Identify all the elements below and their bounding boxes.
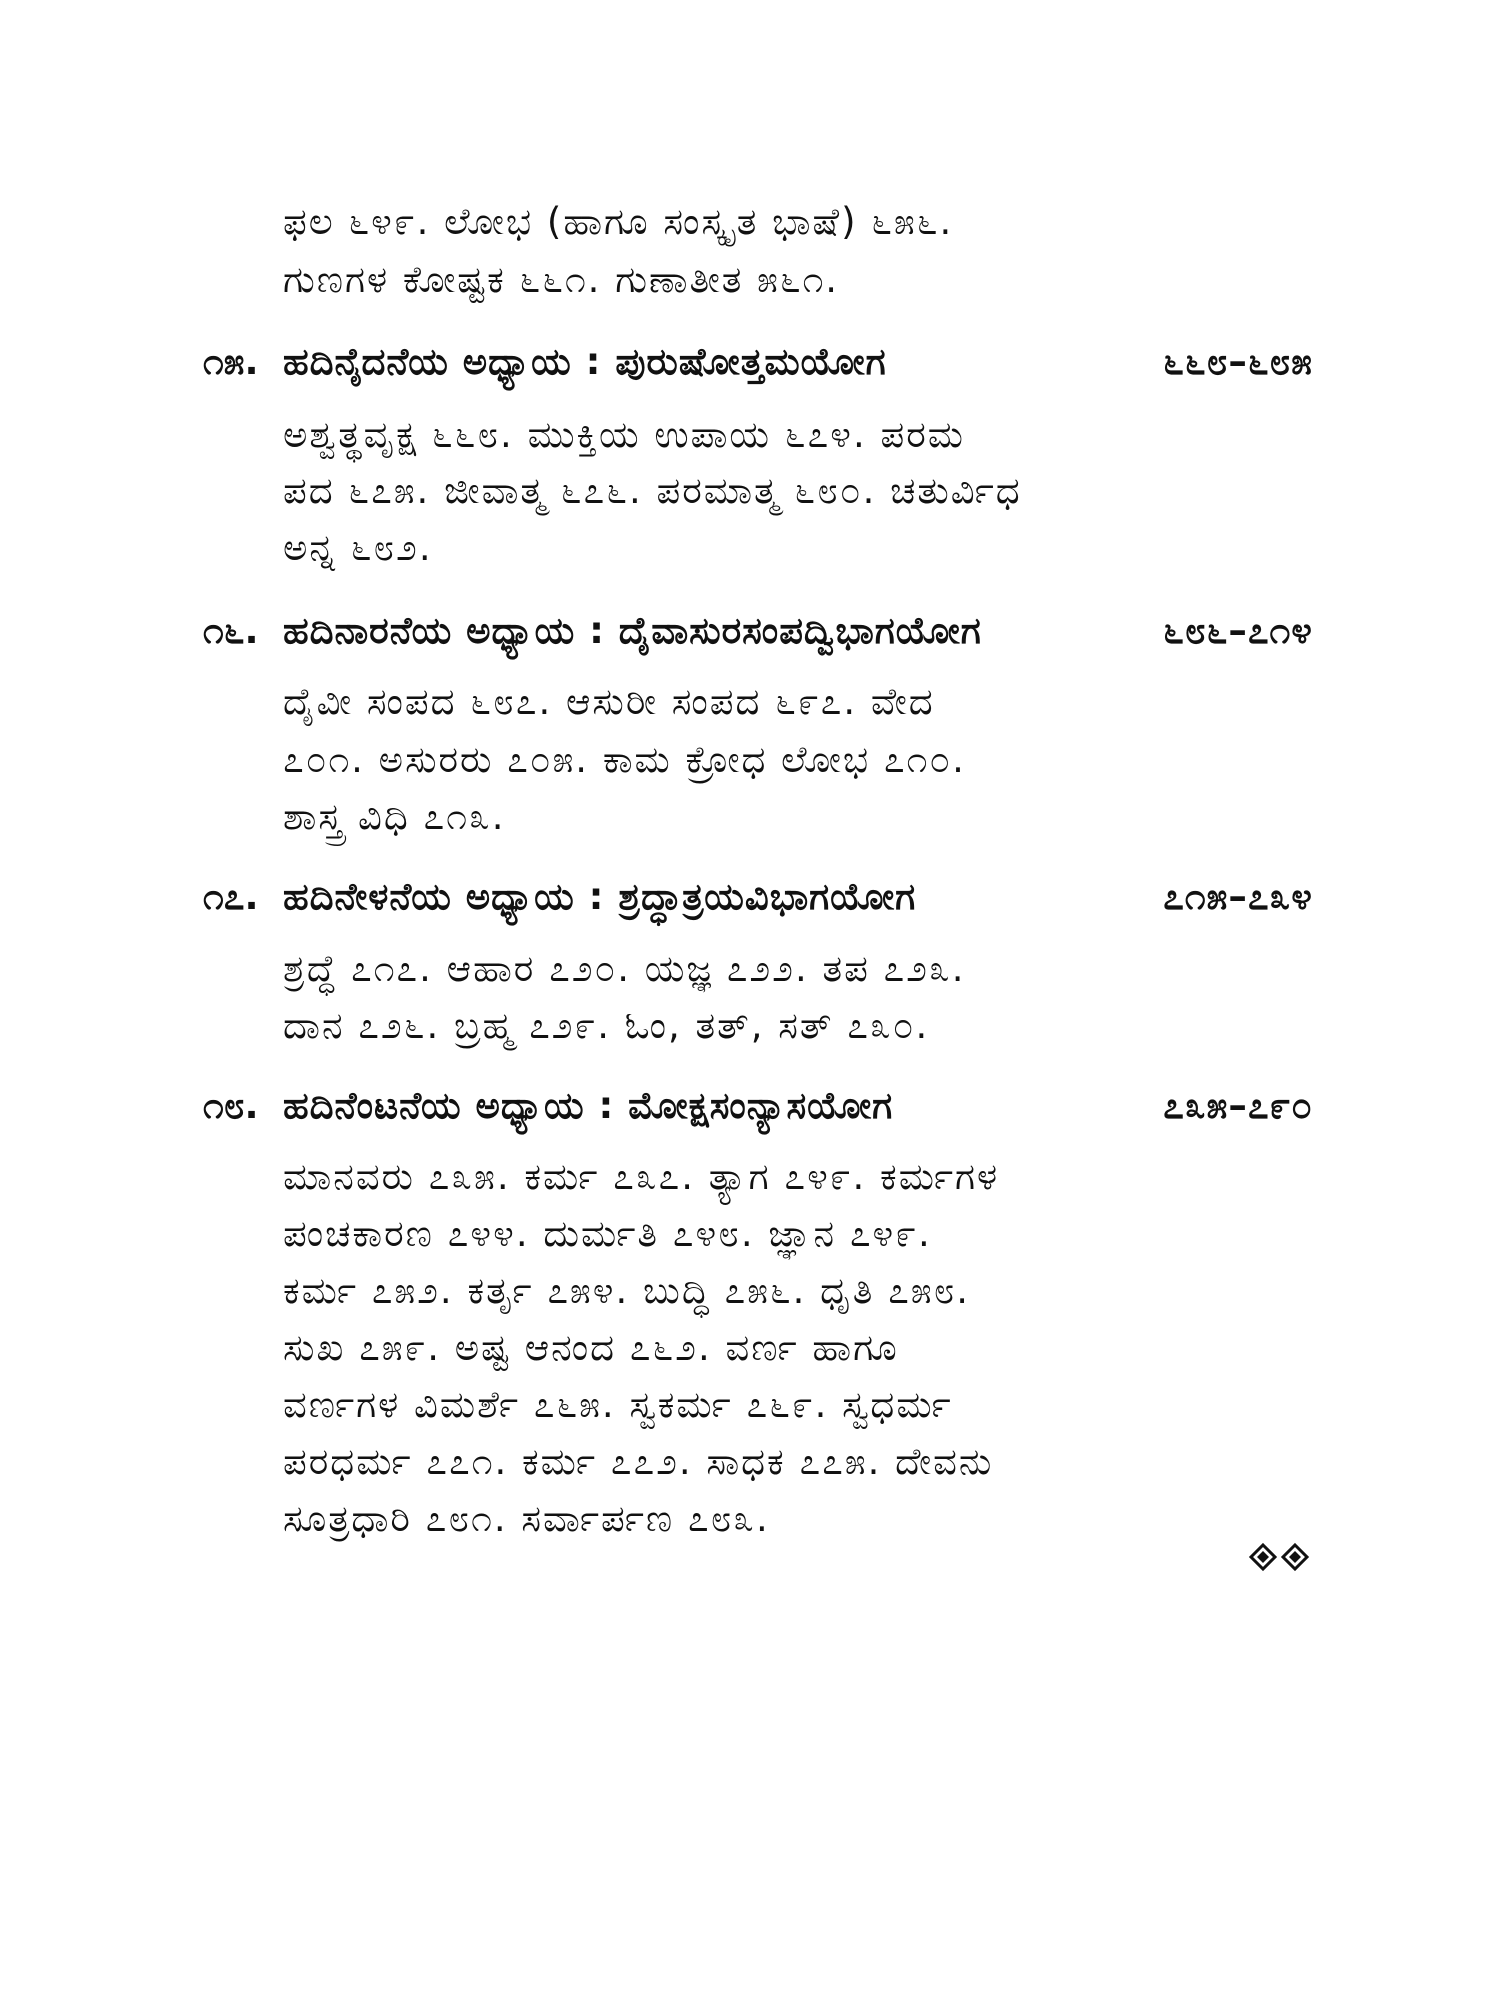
chapter-entry-line: ಕರ್ಮ ೭೫೨. ಕರ್ತೃ ೭೫೪. ಬುದ್ಧಿ ೭೫೬. ಧೃತಿ ೭೫೮. (283, 1269, 971, 1312)
chapter-number: ೧೫. (203, 340, 259, 383)
chapter-entry-line: ಸುಖ ೭೫೯. ಅಷ್ಟ ಆನಂದ ೭೬೨. ವರ್ಣ ಹಾಗೂ (283, 1326, 899, 1369)
intro-line: ಫಲ ೬೪೯. ಲೋಭ (ಹಾಗೂ ಸಂಸ್ಕೃತ ಭಾಷೆ) ೬೫೬. (283, 200, 954, 243)
chapter-entry-line: ಪದ ೬೭೫. ಜೀವಾತ್ಮ ೬೭೬. ಪರಮಾತ್ಮ ೬೮೦. ಚತುರ್ವಿಧ (283, 469, 1022, 512)
chapter-page-range: ೬೮೬–೭೧೪ (1163, 609, 1313, 652)
chapter-number: ೧೭. (203, 875, 259, 918)
intro-line: ಗುಣಗಳ ಕೋಷ್ಟಕ ೬೬೧. ಗುಣಾತೀತ ೫೬೧. (283, 258, 840, 301)
chapter-number: ೧೬. (203, 609, 259, 652)
chapter-entry-line: ಅನ್ನ ೬೮೨. (283, 526, 433, 569)
chapter-entry-line: ೭೦೧. ಅಸುರರು ೭೦೫. ಕಾಮ ಕ್ರೋಧ ಲೋಭ ೭೧೦. (283, 738, 966, 781)
chapter-heading (203, 872, 1313, 922)
chapter-page-range: ೭೩೫–೭೯೦ (1163, 1084, 1313, 1127)
chapter-title: ಹದಿನೆಂಟನೆಯ ಅಧ್ಯಾಯ : ಮೋಕ್ಷಸಂನ್ಯಾಸಯೋಗ (283, 1084, 894, 1127)
chapter-entry-line: ಶಾಸ್ತ್ರ ವಿಧಿ ೭೧೩. (283, 795, 506, 838)
chapter-heading (203, 606, 1313, 656)
chapter-entry-line: ಅಶ್ವತ್ಥವೃಕ್ಷ ೬೬೮. ಮುಕ್ತಿಯ ಉಪಾಯ ೬೭೪. ಪರಮ (283, 413, 965, 456)
chapter-entry-line: ಪಂಚಕಾರಣ ೭೪೪. ದುರ್ಮತಿ ೭೪೮. ಜ್ಞಾನ ೭೪೯. (283, 1212, 932, 1255)
chapter-page-range: ೬೬೮–೬೮೫ (1163, 340, 1313, 383)
double-diamond-icon (1248, 1541, 1312, 1573)
chapter-number: ೧೮. (203, 1084, 259, 1127)
chapter-entry-line: ಮಾನವರು ೭೩೫. ಕರ್ಮ ೭೩೭. ತ್ಯಾಗ ೭೪೯. ಕರ್ಮಗಳ (283, 1155, 1000, 1198)
chapter-title: ಹದಿನೇಳನೆಯ ಅಧ್ಯಾಯ : ಶ್ರದ್ಧಾತ್ರಯವಿಭಾಗಯೋಗ (283, 875, 917, 918)
chapter-entry-line: ಶ್ರದ್ಧೆ ೭೧೭. ಆಹಾರ ೭೨೦. ಯಜ್ಞ ೭೨೨. ತಪ ೭೨೩. (283, 947, 966, 990)
chapter-title: ಹದಿನೈದನೆಯ ಅಧ್ಯಾಯ : ಪುರುಷೋತ್ತಮಯೋಗ (283, 340, 887, 383)
chapter-heading (203, 1081, 1313, 1131)
chapter-page-range: ೭೧೫–೭೩೪ (1163, 875, 1313, 918)
chapter-entry-line: ಸೂತ್ರಧಾರಿ ೭೮೧. ಸರ್ವಾರ್ಪಣ ೭೮೩. (283, 1497, 770, 1540)
chapter-entry-line: ದೈವೀ ಸಂಪದ ೬೮೭. ಆಸುರೀ ಸಂಪದ ೬೯೭. ವೇದ (283, 680, 935, 723)
chapter-entry-line: ಪರಧರ್ಮ ೭೭೧. ಕರ್ಮ ೭೭೨. ಸಾಧಕ ೭೭೫. ದೇವನು (283, 1440, 994, 1483)
chapter-title: ಹದಿನಾರನೆಯ ಅಧ್ಯಾಯ : ದೈವಾಸುರಸಂಪದ್ವಿಭಾಗಯೋಗ (283, 609, 982, 652)
chapter-heading (203, 337, 1313, 387)
chapter-entry-line: ವರ್ಣಗಳ ವಿಮರ್ಶೆ ೭೬೫. ಸ್ವಕರ್ಮ ೭೬೯. ಸ್ವಧರ್ಮ (283, 1383, 953, 1426)
chapter-entry-line: ದಾನ ೭೨೬. ಬ್ರಹ್ಮ ೭೨೯. ಓಂ, ತತ್, ಸತ್ ೭೩೦. (283, 1004, 930, 1047)
